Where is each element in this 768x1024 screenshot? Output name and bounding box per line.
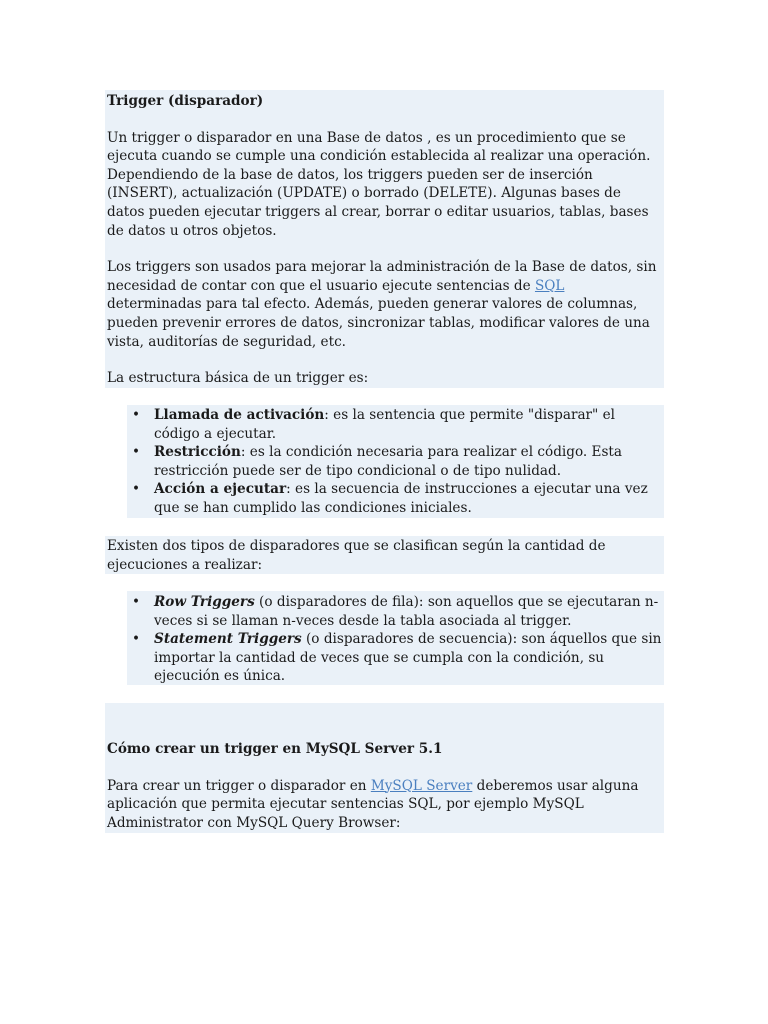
- types-intro-block: [105, 536, 664, 574]
- mysql-section-block: [105, 703, 664, 833]
- list-item-term: Acción a ejecutar: [154, 481, 287, 498]
- paragraph-structure-intro: La estructura básica de un trigger es:: [107, 370, 369, 387]
- paragraph-mysql: [107, 777, 662, 833]
- list-item-term: Restricción: [154, 444, 241, 461]
- structure-list-block: [127, 405, 664, 518]
- list-item-desc: : es la sentencia que permite "disparar" el código a ejecutar.: [154, 407, 616, 442]
- paragraph-usage-before: Los triggers son usados para mejorar la administración de la Base de datos, sin necesidad de contar con que el usuario ejecute sentencias de: [107, 259, 657, 294]
- paragraph-usage: [107, 258, 662, 351]
- list-item-desc: : es la condición necesaria para realizar el código. Esta restricción puede ser de tipo condicional o de tipo nulidad.: [154, 444, 622, 479]
- bullet: •: [131, 631, 141, 648]
- paragraph-mysql-before: Para crear un trigger o disparador en: [107, 777, 371, 794]
- bullet: •: [131, 407, 141, 423]
- structure-list: [129, 406, 662, 518]
- page-title: Trigger (disparador): [107, 93, 264, 109]
- list-item: [129, 480, 662, 517]
- list-item-term: Llamada de activación: [154, 407, 325, 423]
- list-item: [129, 630, 662, 686]
- list-item-desc: : es la secuencia de instrucciones a ejecutar una vez que se han cumplido las condiciones iniciales.: [154, 481, 648, 516]
- list-item-term: Statement Triggers: [154, 631, 302, 648]
- paragraph-definition: Un trigger o disparador en una Base de datos , es un procedimiento que se ejecuta cuando se cumple una condición establecida al realizar una operación. Dependiendo de la base de datos, los triggers pueden ser de inserción (INSERT), actualización (UPDATE) o borrado (DELETE). Algunas bases de datos pueden ejecutar triggers al crear, borrar o editar usuarios, tablas, bases de datos u otros objetos.: [107, 129, 651, 239]
- paragraph-usage-after: determinadas para tal efecto. Además, pueden generar valores de columnas, pueden prevenir errores de datos, sincronizar tablas, modificar valores de una vista, auditorías de seguridad, etc.: [107, 296, 650, 350]
- types-list-block: [127, 591, 664, 685]
- mysql-server-link[interactable]: MySQL Server: [370, 777, 473, 794]
- types-list: [129, 593, 662, 686]
- paragraph-mysql-after: deberemos usar alguna aplicación que permita ejecutar sentencias SQL, por ejemplo MySQL Administrator con MySQL Query Browser:: [107, 777, 639, 831]
- list-item: [129, 443, 662, 480]
- list-item: [129, 593, 662, 630]
- list-item-desc: (o disparadores de fila): son aquellos que se ejecutaran n-veces si se llaman n-veces desde la tabla asociada al trigger.: [154, 594, 659, 629]
- sql-link[interactable]: SQL: [534, 277, 565, 294]
- list-item-desc: (o disparadores de secuencia): son áquellos que sin importar la cantidad de veces que se cumpla con la condición, su ejecución es única.: [154, 631, 662, 685]
- list-item-term: Row Triggers: [154, 594, 255, 610]
- bullet: •: [131, 594, 141, 610]
- intro-block: [105, 90, 664, 388]
- list-item: [129, 406, 662, 443]
- bullet: •: [131, 481, 141, 498]
- paragraph-types-intro: Existen dos tipos de disparadores que se clasifican según la cantidad de ejecuciones a realizar:: [107, 538, 606, 573]
- section-title: Cómo crear un trigger en MySQL Server 5.1: [107, 741, 443, 757]
- bullet: •: [131, 444, 141, 461]
